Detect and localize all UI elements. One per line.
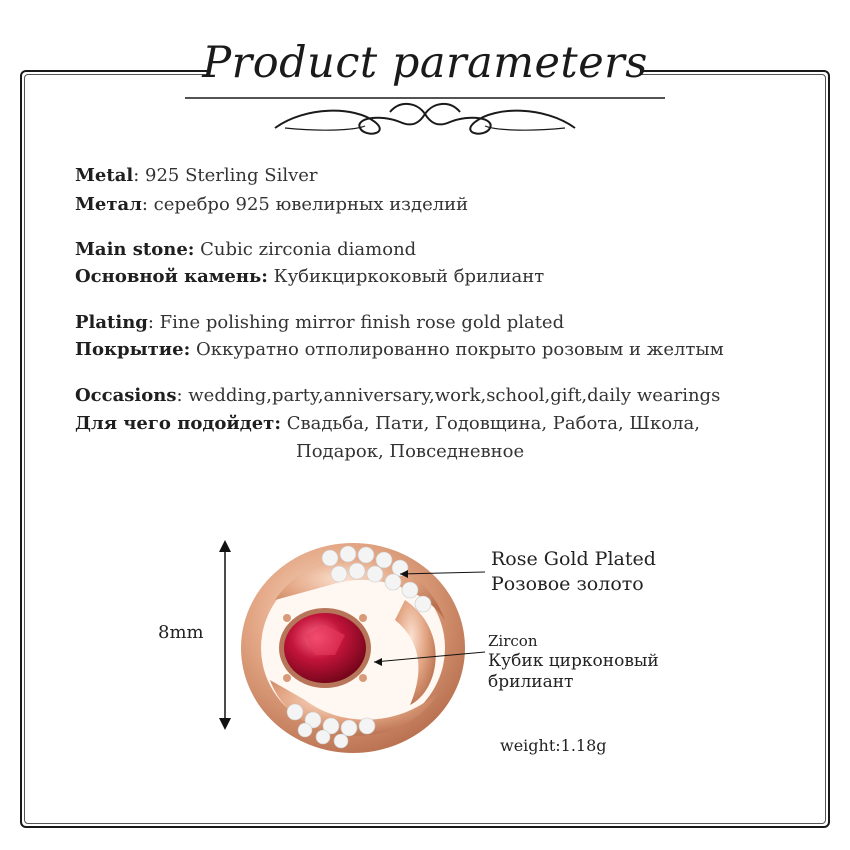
spec-plating-ru: Покрытие: Оккуратно отполированно покрыто розовым и желтым <box>75 339 724 360</box>
flourish-ornament-icon <box>185 92 665 140</box>
weight-label: weight:1.18g <box>500 736 607 755</box>
zircon-ru-label-1: Кубик цирконовый <box>488 651 659 671</box>
spec-occasions-ru-cont: Подарок, Повседневное <box>296 441 525 462</box>
spec-stone-ru: Основной камень: Кубикциркоковый брилиант <box>75 266 545 287</box>
size-label: 8mm <box>158 622 204 643</box>
spec-plating-en: Plating: Fine polishing mirror finish rose gold plated <box>75 312 565 333</box>
spec-occasions-en: Occasions: wedding,party,anniversary,work,school,gift,daily wearings <box>75 385 721 406</box>
zircon-ru-label-2: брилиант <box>488 672 574 692</box>
spec-metal-en: Metal: 925 Sterling Silver <box>75 165 318 186</box>
spec-metal-ru: Метал: серебро 925 ювелирных изделий <box>75 194 469 215</box>
rose-gold-ru-label: Розовое золото <box>491 573 644 595</box>
zircon-en-label: Zircon <box>488 632 538 650</box>
spec-occasions-ru: Для чего подойдет: Свадьба, Пати, Годовщина, Работа, Школа, <box>75 413 700 434</box>
size-arrow-icon <box>214 540 236 730</box>
rose-gold-en-label: Rose Gold Plated <box>491 548 656 570</box>
pointer-lines-icon <box>360 560 490 680</box>
page-title: Product parameters <box>202 38 648 88</box>
spec-stone-en: Main stone: Cubic zirconia diamond <box>75 239 417 260</box>
